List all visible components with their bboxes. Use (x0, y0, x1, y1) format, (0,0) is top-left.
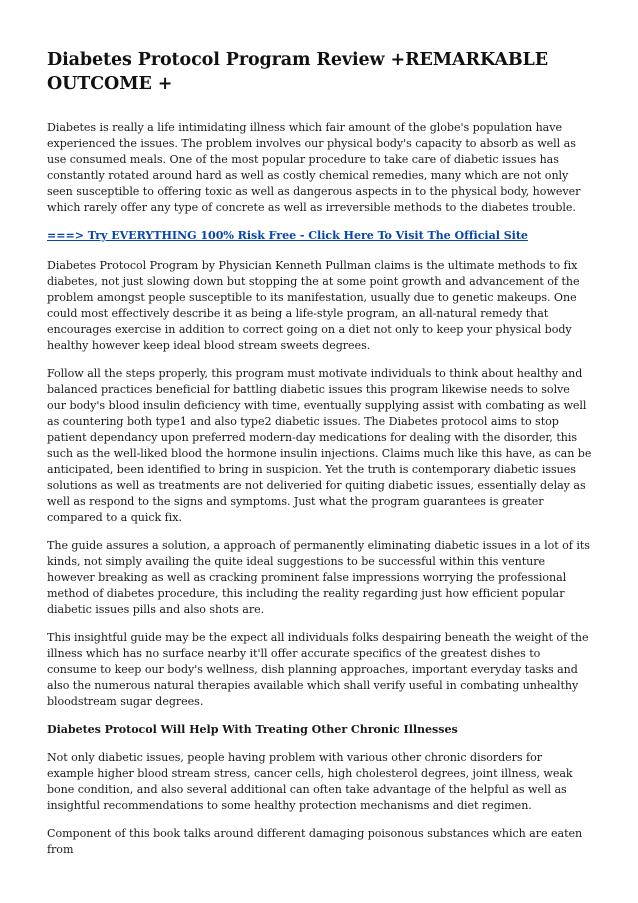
article-title: Diabetes Protocol Program Review +REMARKABLE OUTCOME + (47, 50, 548, 94)
body-paragraph-1: Diabetes Protocol Program by Physician Kenneth Pullman claims is the ultimate methods to fix diabetes, not just slowing down but stopping the at some point growth and advancement of the problem amongst people susceptible to its manifestation, usually due to genetic makeups. One could most effectively describe it as being a life-style program, an all-natural remedy that encourages exercise in addition to correct going on a diet not only to keep your physical body healthy however keep ideal blood stream sweets degrees. (47, 259, 580, 352)
section-subheading: Diabetes Protocol Will Help With Treating Other Chronic Illnesses (47, 723, 458, 736)
body-paragraph-4: This insightful guide may be the expect all individuals folks despairing beneath the weight of the illness which has no surface nearby it'll offer accurate specifics of the greatest dishes to consume to keep our body's wellness, dish planning approaches, important everyday tasks and also the numerous natural therapies available which shall verify useful in combating unhealthy bloodstream sugar degrees. (47, 631, 589, 708)
body-paragraph-5: Not only diabetic issues, people having problem with various other chronic disorders for example higher blood stream stress, cancer cells, high cholesterol degrees, joint illness, weak bone condition, and also several additional can often take advantage of the helpful as well as insightful recommendations to some healthy protection mechanisms and diet regimen. (47, 751, 573, 812)
body-paragraph-6: Component of this book talks around different damaging poisonous substances which are eaten from (47, 827, 583, 856)
body-paragraph-3: The guide assures a solution, a approach of permanently eliminating diabetic issues in a lot of its kinds, not simply availing the quite ideal suggestions to be successful within this venture however breaking as well as cracking prominent false impressions worrying the professional method of diabetes procedure, this including the reality regarding just how efficient popular diabetic issues pills and also shots are. (47, 539, 590, 616)
official-site-link[interactable]: ===> Try EVERYTHING 100% Risk Free - Click Here To Visit The Official Site (47, 229, 528, 242)
intro-paragraph: Diabetes is really a life intimidating illness which fair amount of the globe's population have experienced the issues. The problem involves our physical body's capacity to absorb as well as use consumed meals. One of the most popular procedure to take care of diabetic issues has constantly rotated around hard as well as costly chemical remedies, many which are not only seen susceptible to offering toxic as well as dangerous aspects in to the physical body, however which rarely offer any type of concrete as well as irreversible methods to the diabetes trouble. (47, 121, 581, 214)
cta-paragraph (47, 228, 592, 244)
body-paragraph-2: Follow all the steps properly, this program must motivate individuals to think about healthy and balanced practices beneficial for battling diabetic issues this program likewise needs to solve our body's blood insulin deficiency with time, eventually supplying assist with combating as well as countering both type1 and also type2 diabetic issues. The Diabetes protocol aims to stop patient dependancy upon preferred modern-day medications for dealing with the disorder, this such as the well-liked blood the hormone insulin injections. Claims much like this have, as can be anticipated, been identified to bring in suspicion. Yet the truth is contemporary diabetic issues solutions as well as treatments are not deliveried for quiting diabetic issues, essentially delay as well as respond to the signs and symptoms. Just what the program guarantees is greater compared to a quick fix. (47, 367, 592, 524)
